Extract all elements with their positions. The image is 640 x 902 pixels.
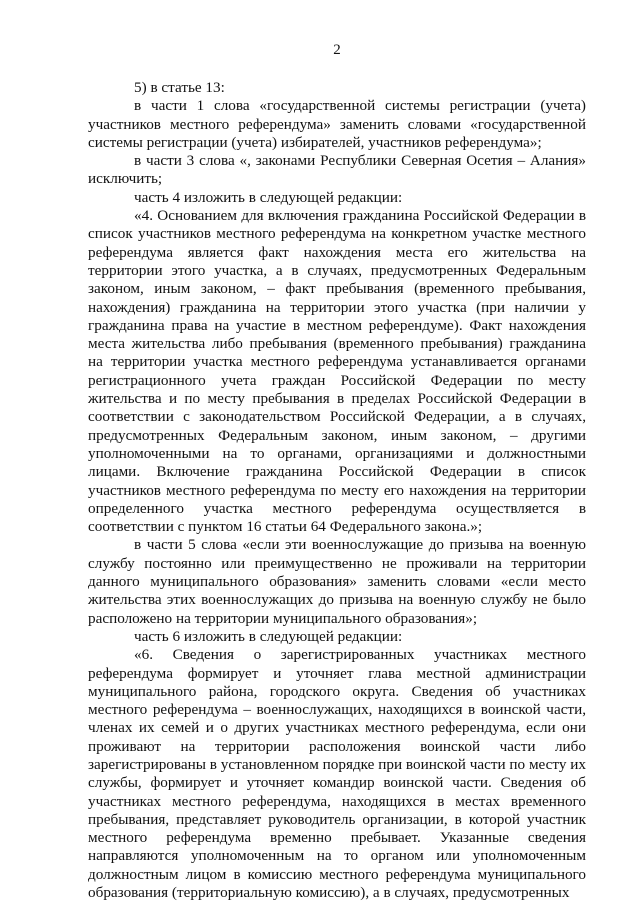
paragraph-part-4-intro: часть 4 изложить в следующей редакции: <box>134 188 403 206</box>
paragraph-part-6-text: «6. Сведения о зарегистрированных участниках местного референдума формирует и уточняет глава местной администрации муниципального района, городского округа. Сведения об участниках местного референдума – военнослужащих, находящихся в воинской части, членах их семей и о других участниках местного референдума, если они проживают на территории расположения воинской части либо зарегистрированы в установленном порядке при воинской части по месту их службы, формирует и уточняет командир воинской части. Сведения об участниках местного референдума, находящихся в местах временного пребывания, представляет руководитель организации, в которой участник местного референдума временно пребывает. Указанные сведения направляются уполномоченным на то органом или уполномоченным должностным лицом в комиссию местного референдума муниципального образования (территориальную комиссию), а в случаях, предусмотренных <box>88 646 586 902</box>
document-body <box>88 79 586 902</box>
paragraph-part-1: в части 1 слова «государственной системы регистрации (учета) участников местного референдума» заменить словами «государственной системы регистрации (учета) избирателей, участников референдума»; <box>88 97 586 151</box>
paragraph-item-5: 5) в статье 13: <box>134 79 225 96</box>
paragraph-part-4-text: «4. Основанием для включения гражданина Российской Федерации в список участников местного референдума на конкретном участке местного референдума является факт нахождения места его жительства на территории этого участка, а в случаях, предусмотренных Федеральным законом, иным законом, – факт пребывания (временного пребывания, нахождения) гражданина на территории этого участка (при наличии у гражданина права на участие в местном референдуме). Факт нахождения места жительства либо пребывания (временного пребывания) гражданина на территории участка местного референдума устанавливается органами регистрационного учета граждан Российской Федерации по месту жительства и по месту пребывания в пределах Российской Федерации в соответствии с законодательством Российской Федерации, а в случаях, предусмотренных Федеральным законом, иным законом, – другими уполномоченными на то органами, организациями и должностными лицами. Включение гражданина Российской Федерации в список участников местного референдума по месту его нахождения на территории определенного участка местного референдума осуществляется в соответствии с пунктом 16 статьи 64 Федерального закона.»; <box>88 207 586 536</box>
paragraph-part-5: в части 5 слова «если эти военнослужащие до призыва на военную службу постоянно или преимущественно не проживали на территории данного муниципального образования» заменить словами «если место жительства этих военнослужащих до призыва на военную службу не было расположено на территории муниципального образования»; <box>88 536 586 627</box>
paragraph-part-6-intro: часть 6 изложить в следующей редакции: <box>134 627 403 645</box>
paragraph-part-3: в части 3 слова «, законами Республики Северная Осетия – Алания» исключить; <box>88 152 586 188</box>
page-number: 2 <box>333 42 341 58</box>
